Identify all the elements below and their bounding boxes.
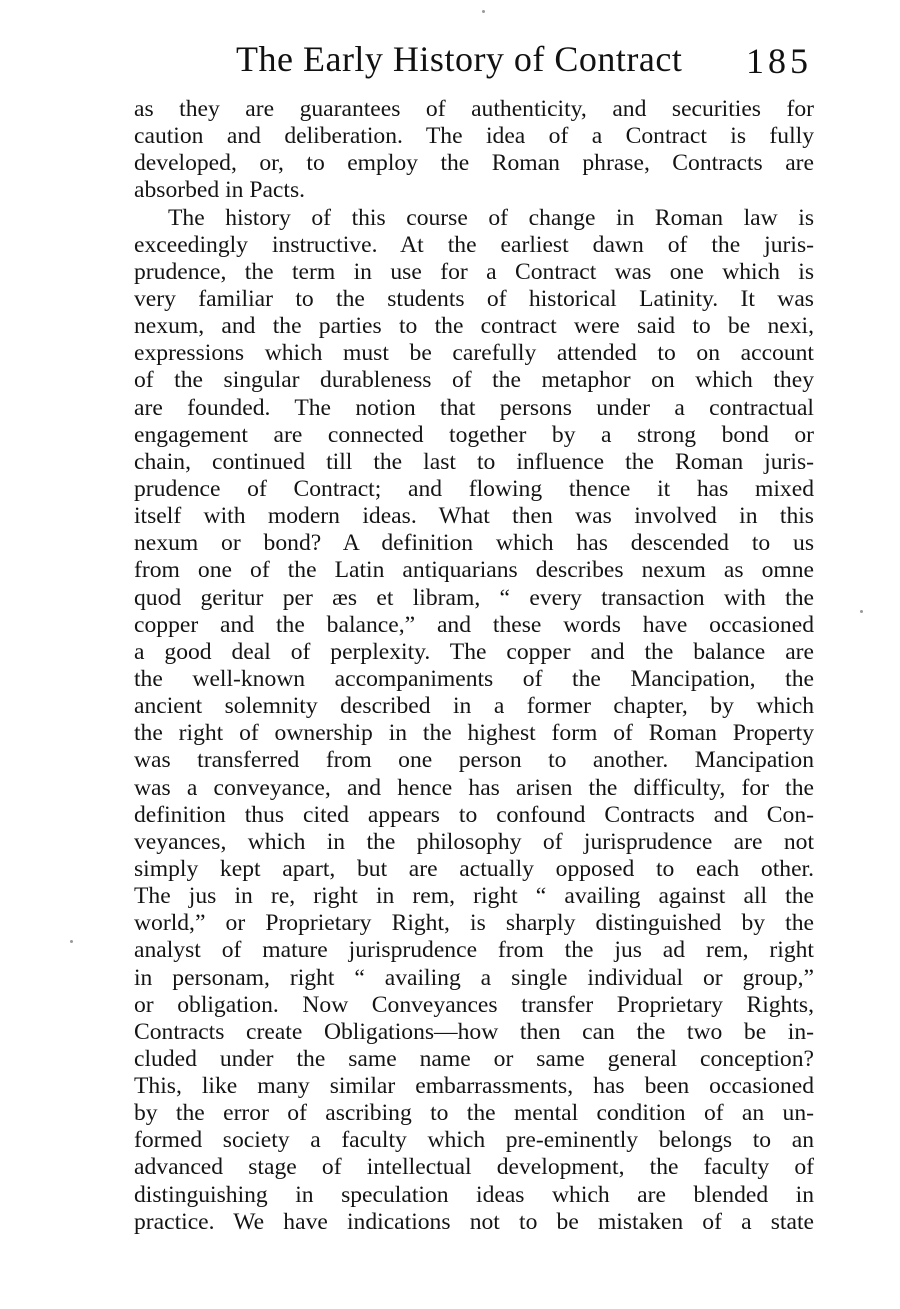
text-line: advanced stage of intellectual development, the faculty of <box>134 1154 814 1181</box>
text-line: The history of this course of change in Roman law is <box>168 204 814 231</box>
text-line: exceedingly instructive. At the earliest dawn of the juris- <box>134 231 814 258</box>
text-line: quod geritur per æs et libram, “ every transaction with the <box>134 584 814 611</box>
text-line: in personam, right “ availing a single individual or group,” <box>134 964 814 991</box>
text-line: or obligation. Now Conveyances transfer Proprietary Rights, <box>134 991 814 1018</box>
text-line: prudence of Contract; and flowing thence it has mixed <box>134 475 814 502</box>
text-line: by the error of ascribing to the mental condition of an un- <box>134 1100 814 1127</box>
text-line: simply kept apart, but are actually opposed to each other. <box>134 855 814 882</box>
text-line: This, like many similar embarrassments, has been occasioned <box>134 1073 814 1100</box>
running-head <box>236 38 816 84</box>
text-line: cluded under the same name or same general conception? <box>134 1045 814 1072</box>
text-line: world,” or Proprietary Right, is sharply distinguished by the <box>134 910 814 937</box>
text-line: the well-known accompaniments of the Mancipation, the <box>134 665 814 692</box>
text-line: formed society a faculty which pre-eminently belongs to an <box>134 1127 814 1154</box>
text-line: absorbed in Pacts. <box>134 177 306 204</box>
chapter-title: The Early History of Contract <box>236 39 683 79</box>
text-line: prudence, the term in use for a Contract was one which is <box>134 258 814 285</box>
text-line: nexum, and the parties to the contract were said to be nexi, <box>134 313 814 340</box>
text-line: distinguishing in speculation ideas which are blended in <box>134 1181 814 1208</box>
text-line: ancient solemnity described in a former chapter, by which <box>134 693 814 720</box>
text-line: Contracts create Obligations—how then can the two be in- <box>134 1018 814 1045</box>
scan-speck <box>70 940 73 943</box>
paragraph-continued <box>134 96 814 205</box>
paragraph-history-of-contract <box>134 205 814 1236</box>
scan-speck <box>482 10 485 13</box>
text-line: very familiar to the students of historical Latinity. It was <box>134 285 814 312</box>
page-number: 185 <box>746 41 812 81</box>
scan-speck <box>860 610 863 613</box>
text-line: of the singular durableness of the metaphor on which they <box>134 367 814 394</box>
text-line: nexum or bond? A definition which has descended to us <box>134 530 814 557</box>
text-line: caution and deliberation. The idea of a Contract is fully <box>134 123 814 150</box>
text-line: definition thus cited appears to confound Contracts and Con- <box>134 801 814 828</box>
text-line: developed, or, to employ the Roman phrase, Contracts are <box>134 150 814 177</box>
text-line: was a conveyance, and hence has arisen the difficulty, for the <box>134 774 814 801</box>
text-line: chain, continued till the last to influence the Roman juris- <box>134 448 814 475</box>
text-line: from one of the Latin antiquarians describes nexum as omne <box>134 557 814 584</box>
text-line: veyances, which in the philosophy of jurisprudence are not <box>134 828 814 855</box>
text-line: was transferred from one person to another. Mancipation <box>134 747 814 774</box>
text-line: analyst of mature jurisprudence from the jus ad rem, right <box>134 937 814 964</box>
text-line: are founded. The notion that persons under a contractual <box>134 394 814 421</box>
text-line: engagement are connected together by a strong bond or <box>134 421 814 448</box>
text-line: the right of ownership in the highest form of Roman Property <box>134 720 814 747</box>
text-line: The jus in re, right in rem, right “ availing against all the <box>134 883 814 910</box>
text-line: a good deal of perplexity. The copper and the balance are <box>134 638 814 665</box>
text-line: copper and the balance,” and these words have occasioned <box>134 611 814 638</box>
text-line: as they are guarantees of authenticity, and securities for <box>134 96 814 122</box>
text-line: itself with modern ideas. What then was involved in this <box>134 503 814 530</box>
text-line: practice. We have indications not to be mistaken of a state <box>134 1208 814 1235</box>
text-line: expressions which must be carefully attended to on account <box>134 340 814 367</box>
body-text <box>134 96 814 1236</box>
